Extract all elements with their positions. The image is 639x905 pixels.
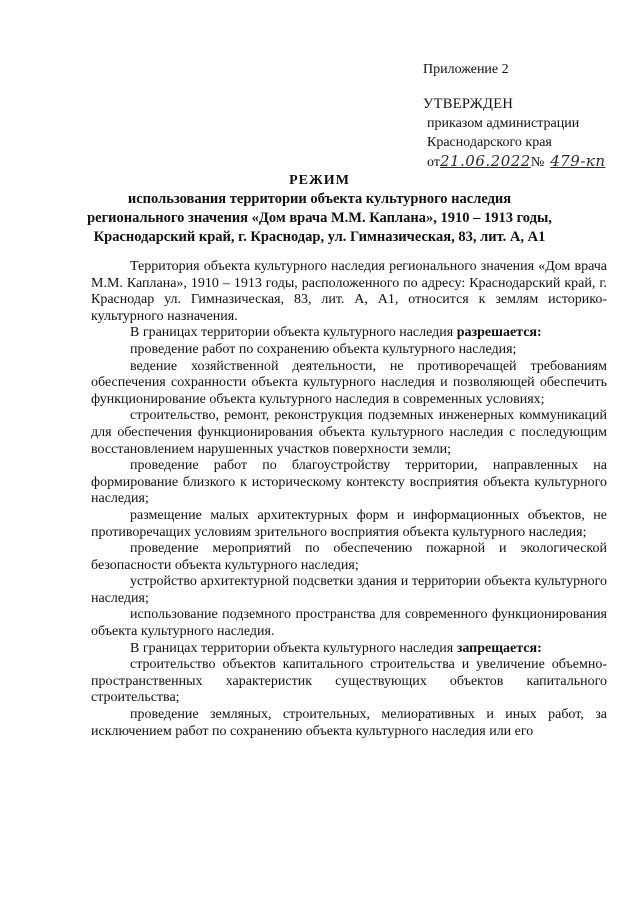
allowed-item: размещение малых архитектурных форм и информационных объектов, не противоречащих условиям зрительного восприятия объекта культурного наследия; bbox=[91, 507, 607, 540]
order-date-line bbox=[423, 152, 606, 172]
handwritten-date: 21.06.2022 bbox=[439, 152, 531, 170]
allowed-heading bbox=[91, 325, 607, 342]
allowed-item: использование подземного пространства для современного функционирования объекта культурного наследия. bbox=[91, 607, 607, 640]
order-line-2: Краснодарского края bbox=[427, 135, 552, 150]
allowed-item: строительство, ремонт, реконструкция подземных инженерных коммуникаций для обеспечения функционирования объекта культурного наследия с последующим восстановлением нарушенных участков поверхности земли; bbox=[91, 408, 607, 457]
document-body bbox=[91, 259, 607, 740]
number-prefix: № bbox=[530, 155, 545, 170]
forbidden-lead: В границах территории объекта культурного наследия bbox=[130, 640, 454, 656]
forbidden-item: проведение земляных, строительных, мелиоративных и иных работ, за исключением работ по сохранению объекта культурного наследия или его bbox=[91, 707, 607, 739]
title-main: РЕЖИМ bbox=[289, 173, 350, 188]
forbidden-item: строительство объектов капитального строительства и увеличение объемно-пространственных характеристик существующих объектов капитального строительства; bbox=[91, 657, 607, 706]
handwritten-number: 479-кп bbox=[550, 152, 606, 170]
document-title bbox=[0, 172, 639, 247]
appendix-label: Приложение 2 bbox=[423, 62, 509, 77]
date-prefix: от bbox=[427, 155, 440, 170]
title-line-1: использования территории объекта культурного наследия bbox=[127, 191, 512, 207]
order-line-1: приказом администрации bbox=[427, 116, 580, 131]
allowed-item: проведение мероприятий по обеспечению пожарной и экологической безопасности объекта культурного наследия; bbox=[91, 541, 607, 573]
title-line-3: Краснодарский край, г. Краснодар, ул. Гимназическая, 83, лит. А, А1 bbox=[93, 229, 546, 245]
allowed-word: разрешается: bbox=[456, 325, 542, 341]
approval-block bbox=[423, 60, 606, 172]
forbidden-word: запрещается: bbox=[456, 640, 542, 656]
allowed-item: ведение хозяйственной деятельности, не противоречащей требованиям обеспечения сохранности объекта культурного наследия и позволяющей обеспечить функционирование объекта культурного наследия в современных условиях; bbox=[91, 358, 607, 407]
allowed-item: устройство архитектурной подсветки здания и территории объекта культурного наследия; bbox=[91, 574, 607, 606]
intro-paragraph: Территория объекта культурного наследия регионального значения «Дом врача М.М. Каплана», 1910 – 1913 годы, расположенного по адресу: Краснодарский край, г. Краснодар ул. Гимназическая, 83, лит. А, А1, относится к землям историко-культурного назначения. bbox=[91, 259, 607, 324]
allowed-item: проведение работ по благоустройству территории, направленных на формирование близкого к историческому контексту восприятия объекта культурного наследия; bbox=[91, 458, 607, 507]
approved-heading: УТВЕРЖДЕН bbox=[423, 96, 514, 112]
allowed-lead: В границах территории объекта культурного наследия bbox=[130, 325, 454, 341]
title-line-2: регионального значения «Дом врача М.М. Каплана», 1910 – 1913 годы, bbox=[87, 210, 552, 226]
forbidden-heading bbox=[91, 641, 607, 658]
allowed-item: проведение работ по сохранению объекта культурного наследия; bbox=[130, 341, 517, 357]
